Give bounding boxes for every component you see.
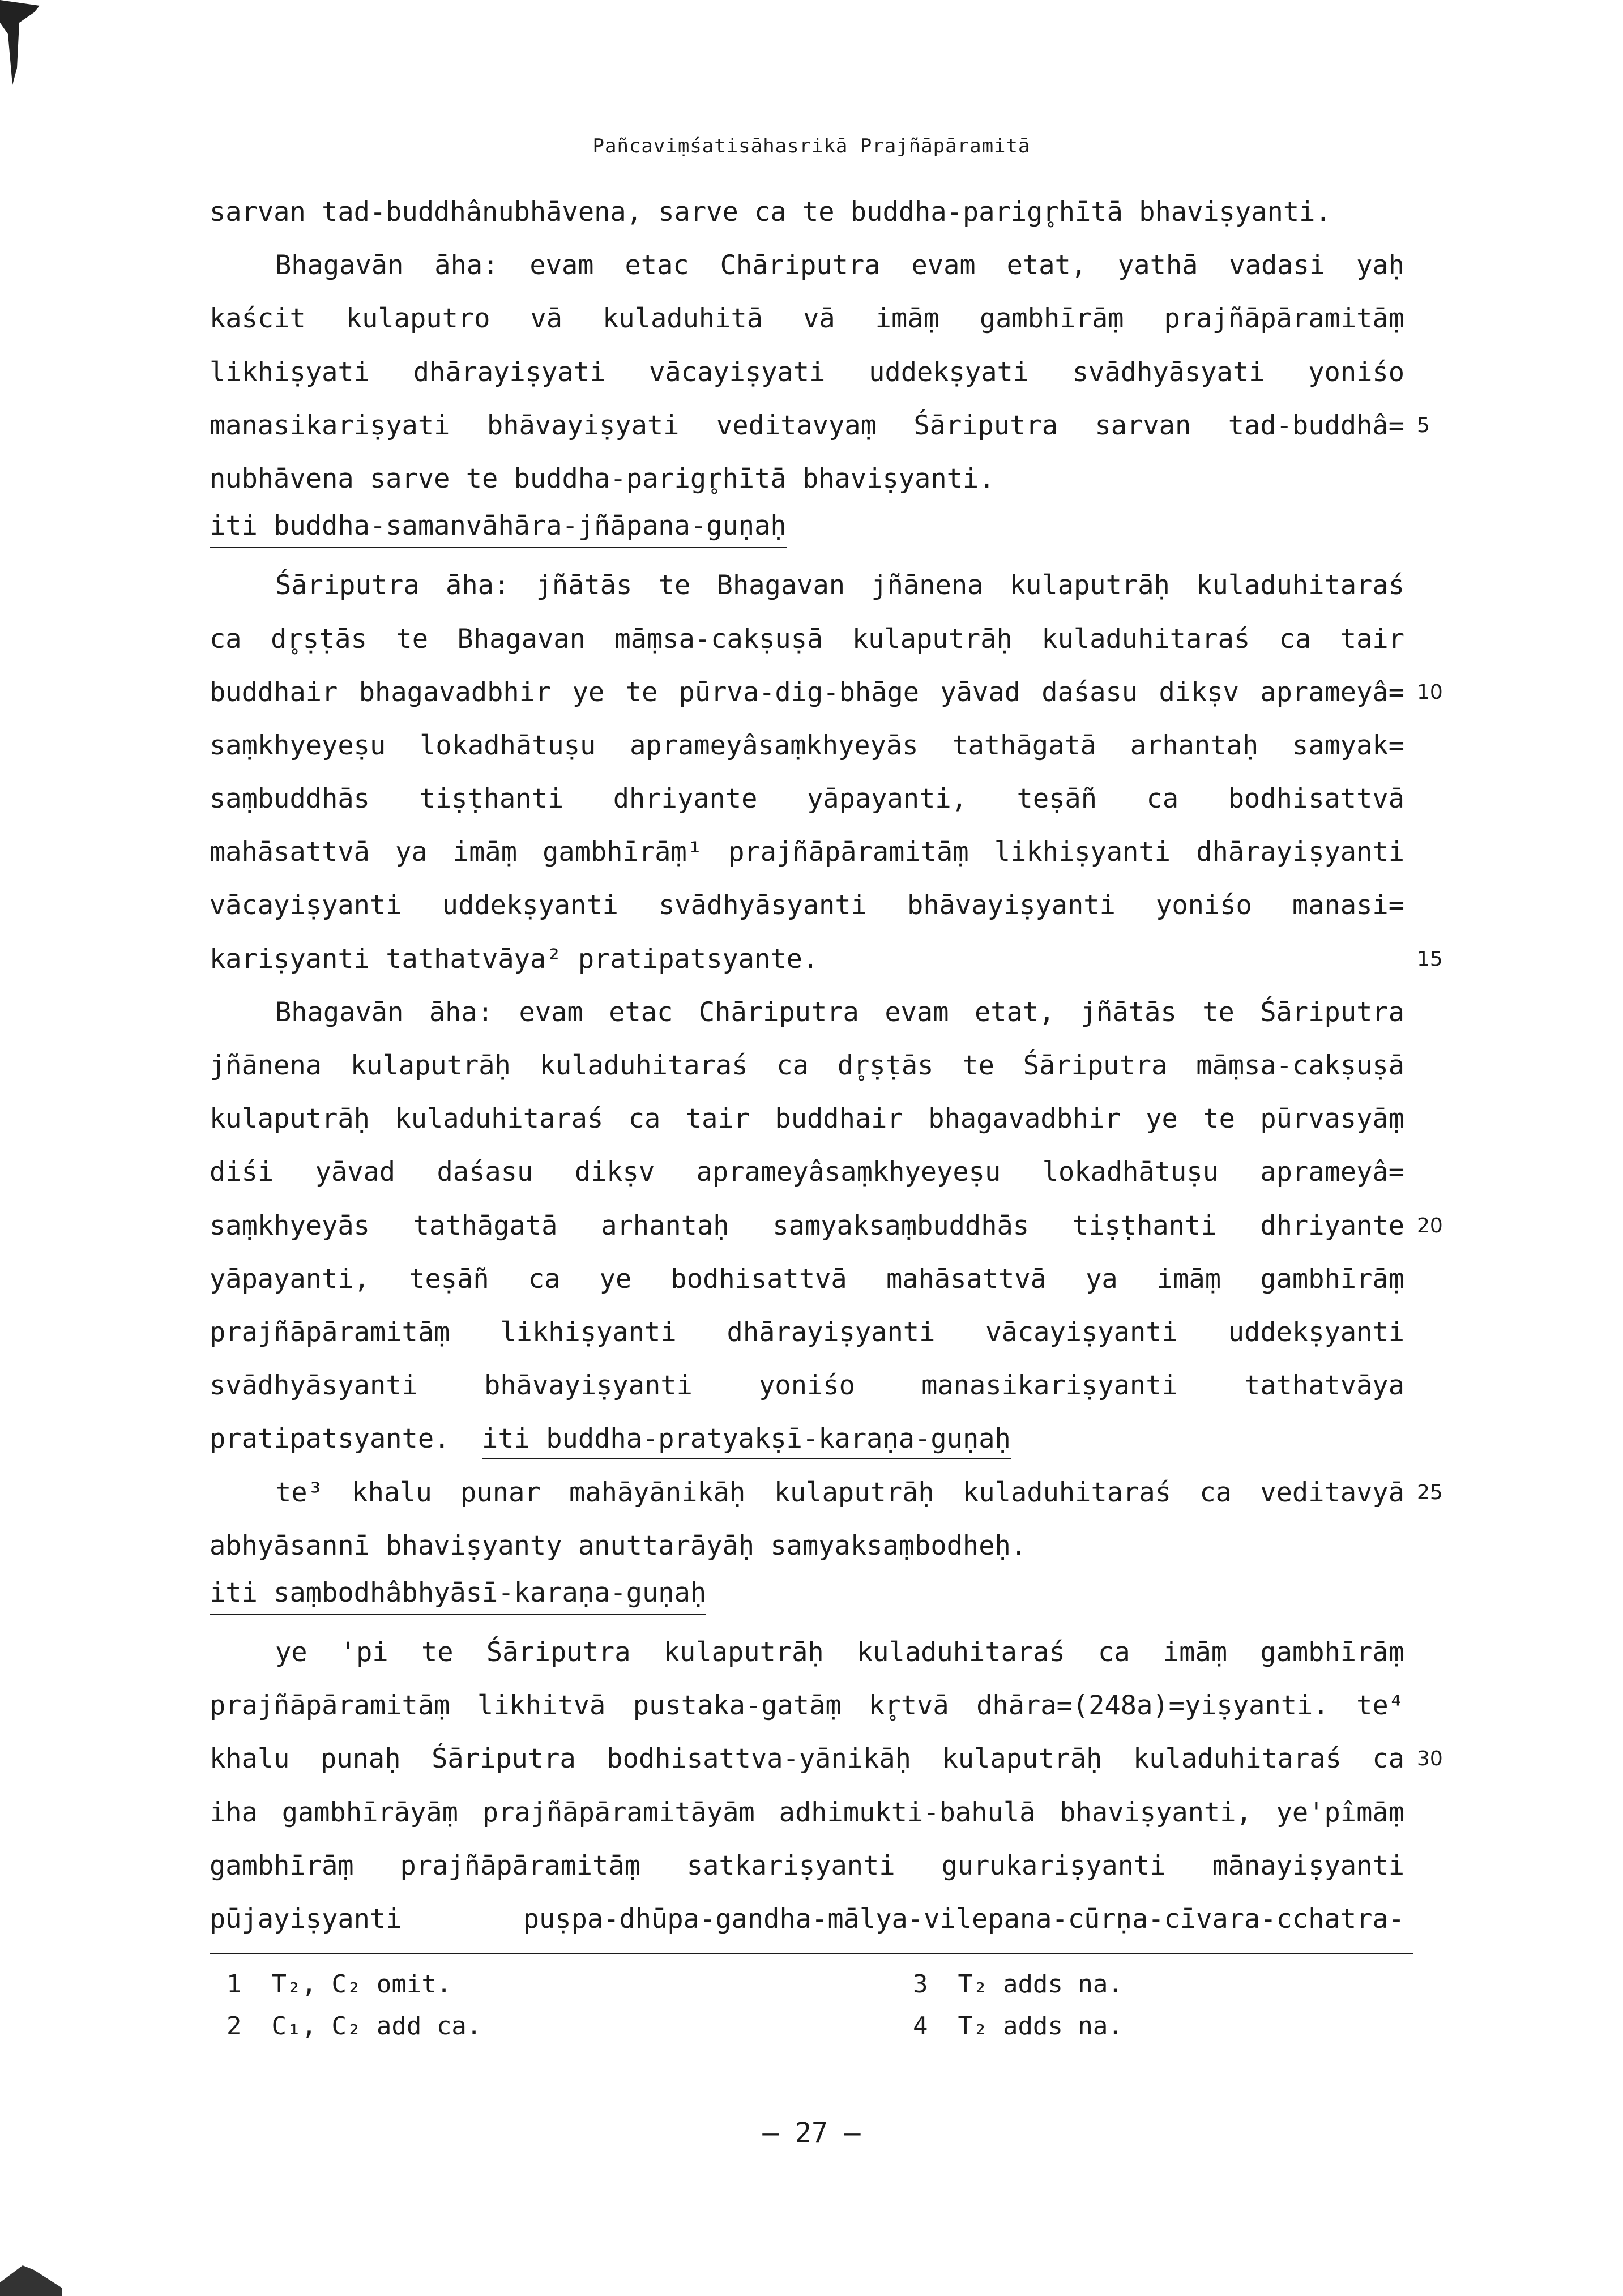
text-line: Bhagavān āha: evam etac Chāriputra evam etat, yathā vadasi yaḥ [275, 250, 1404, 281]
text-line: svādhyāsyanti bhāvayiṣyanti yoniśo manasikariṣyanti tathatvāya [210, 1370, 1404, 1402]
footnote-3: 3 T₂ adds na. [913, 1970, 1123, 1999]
text-line: saṃbuddhās tiṣṭhanti dhriyante yāpayanti, teṣāñ ca bodhisattvā [210, 783, 1404, 815]
text-line: nubhāvena sarve te buddha-parigr̥hītā bhaviṣyanti. [210, 463, 995, 494]
section-colophon: iti buddha-pratyakṣī-karaṇa-guṇaḥ [482, 1423, 1011, 1459]
line-number: 25 [1417, 1480, 1443, 1504]
text-line: te³ khalu punar mahāyānikāḥ kulaputrāḥ kuladuhitaraś ca veditavyā 25 [210, 1466, 1404, 1520]
line-number: 10 [1417, 680, 1443, 704]
text-line: ca dr̥ṣṭās te Bhagavan māṃsa-cakṣuṣā kulaputrāḥ kuladuhitaraś ca tair [210, 623, 1404, 655]
scan-corner-mark [0, 2243, 62, 2296]
text-line: saṃkhyeyās tathāgatā arhantaḥ samyaksaṃbuddhās tiṣṭhanti dhriyante 20 [210, 1200, 1404, 1253]
text-line: prajñāpāramitāṃ likhitvā pustaka-gatāṃ kr̥tvā dhāra=(248a)=yiṣyanti. te⁴ [210, 1690, 1404, 1722]
section-colophon: iti buddha-samanvāhāra-jñāpana-guṇaḥ [210, 506, 1404, 559]
text-line: manasikariṣyati bhāvayiṣyati veditavyaṃ Śāriputra sarvan tad-buddhâ= 5 [210, 399, 1404, 453]
line-number: 5 [1417, 413, 1430, 437]
running-header: Pañcaviṃśatisāhasrikā Prajñāpāramitā [592, 135, 1031, 157]
footnote-divider [210, 1953, 1413, 1954]
text-line: ye 'pi te Śāriputra kulaputrāḥ kuladuhitaraś ca imāṃ gambhīrāṃ [275, 1637, 1404, 1668]
text-line: likhiṣyati dhārayiṣyati vācayiṣyati uddekṣyati svādhyāsyati yoniśo [210, 356, 1404, 388]
text-line: pūjayiṣyanti puṣpa-dhūpa-gandha-mālya-vilepana-cūrṇa-cīvara-cchatra- [210, 1904, 1404, 1935]
scan-corner-mark [0, 0, 40, 85]
text-line: gambhīrāṃ prajñāpāramitāṃ satkariṣyanti gurukariṣyanti mānayiṣyanti [210, 1850, 1404, 1881]
page-number: — 27 — [762, 2117, 861, 2149]
text-line: jñānena kulaputrāḥ kuladuhitaraś ca dr̥ṣṭās te Śāriputra māṃsa-cakṣuṣā [210, 1050, 1404, 1081]
text-line: sarvan tad-buddhânubhāvena, sarve ca te buddha-parigr̥hītā bhaviṣyanti. [210, 197, 1331, 228]
text-line: abhyāsannī bhaviṣyanty anuttarāyāḥ samyaksaṃbodheḥ. [210, 1530, 1027, 1561]
text-line: iha gambhīrāyāṃ prajñāpāramitāyām adhimukti-bahulā bhaviṣyanti, ye'pîmāṃ [210, 1796, 1404, 1828]
text-line: Bhagavān āha: evam etac Chāriputra evam etat, jñātās te Śāriputra [275, 996, 1404, 1028]
text-line: yāpayanti, teṣāñ ca ye bodhisattvā mahāsattvā ya imāṃ gambhīrāṃ [210, 1263, 1404, 1295]
text-line: kulaputrāḥ kuladuhitaraś ca tair buddhair bhagavadbhir ye te pūrvasyāṃ [210, 1103, 1404, 1135]
text-line: Śāriputra āha: jñātās te Bhagavan jñānena kulaputrāḥ kuladuhitaraś [275, 570, 1404, 601]
text-line: buddhair bhagavadbhir ye te pūrva-dig-bhāge yāvad daśasu dikṣv aprameyâ= 10 [210, 666, 1404, 719]
text-line: prajñāpāramitāṃ likhiṣyanti dhārayiṣyanti vācayiṣyanti uddekṣyanti [210, 1316, 1404, 1348]
text-line: vācayiṣyanti uddekṣyanti svādhyāsyanti bhāvayiṣyanti yoniśo manasi= [210, 890, 1404, 921]
line-number: 20 [1417, 1214, 1443, 1237]
text-line: diśi yāvad daśasu dikṣv aprameyâsaṃkhyeyeṣu lokadhātuṣu aprameyâ= [210, 1156, 1404, 1188]
footnote-2: 2 C₁, C₂ add ca. [227, 2012, 482, 2041]
text-line: khalu punaḥ Śāriputra bodhisattva-yānikāḥ kulaputrāḥ kuladuhitaraś ca 30 [210, 1732, 1404, 1786]
text-line: pratipatsyante. iti buddha-pratyakṣī-karaṇa-guṇaḥ [210, 1412, 1404, 1466]
text-line: kariṣyanti tathatvāya² pratipatsyante. 15 [210, 933, 1404, 986]
text-line: kaścit kulaputro vā kuladuhitā vā imāṃ gambhīrāṃ prajñāpāramitāṃ [210, 303, 1404, 335]
line-number: 15 [1417, 947, 1443, 971]
section-colophon: iti saṃbodhâbhyāsī-karaṇa-guṇaḥ [210, 1573, 1404, 1626]
text-line: saṃkhyeyeṣu lokadhātuṣu aprameyâsaṃkhyeyās tathāgatā arhantaḥ samyak= [210, 729, 1404, 761]
text-line: mahāsattvā ya imāṃ gambhīrāṃ¹ prajñāpāramitāṃ likhiṣyanti dhārayiṣyanti [210, 837, 1404, 868]
footnote-4: 4 T₂ adds na. [913, 2012, 1123, 2041]
footnote-1: 1 T₂, C₂ omit. [227, 1970, 452, 1999]
line-number: 30 [1417, 1747, 1443, 1771]
main-text [210, 186, 1443, 1946]
